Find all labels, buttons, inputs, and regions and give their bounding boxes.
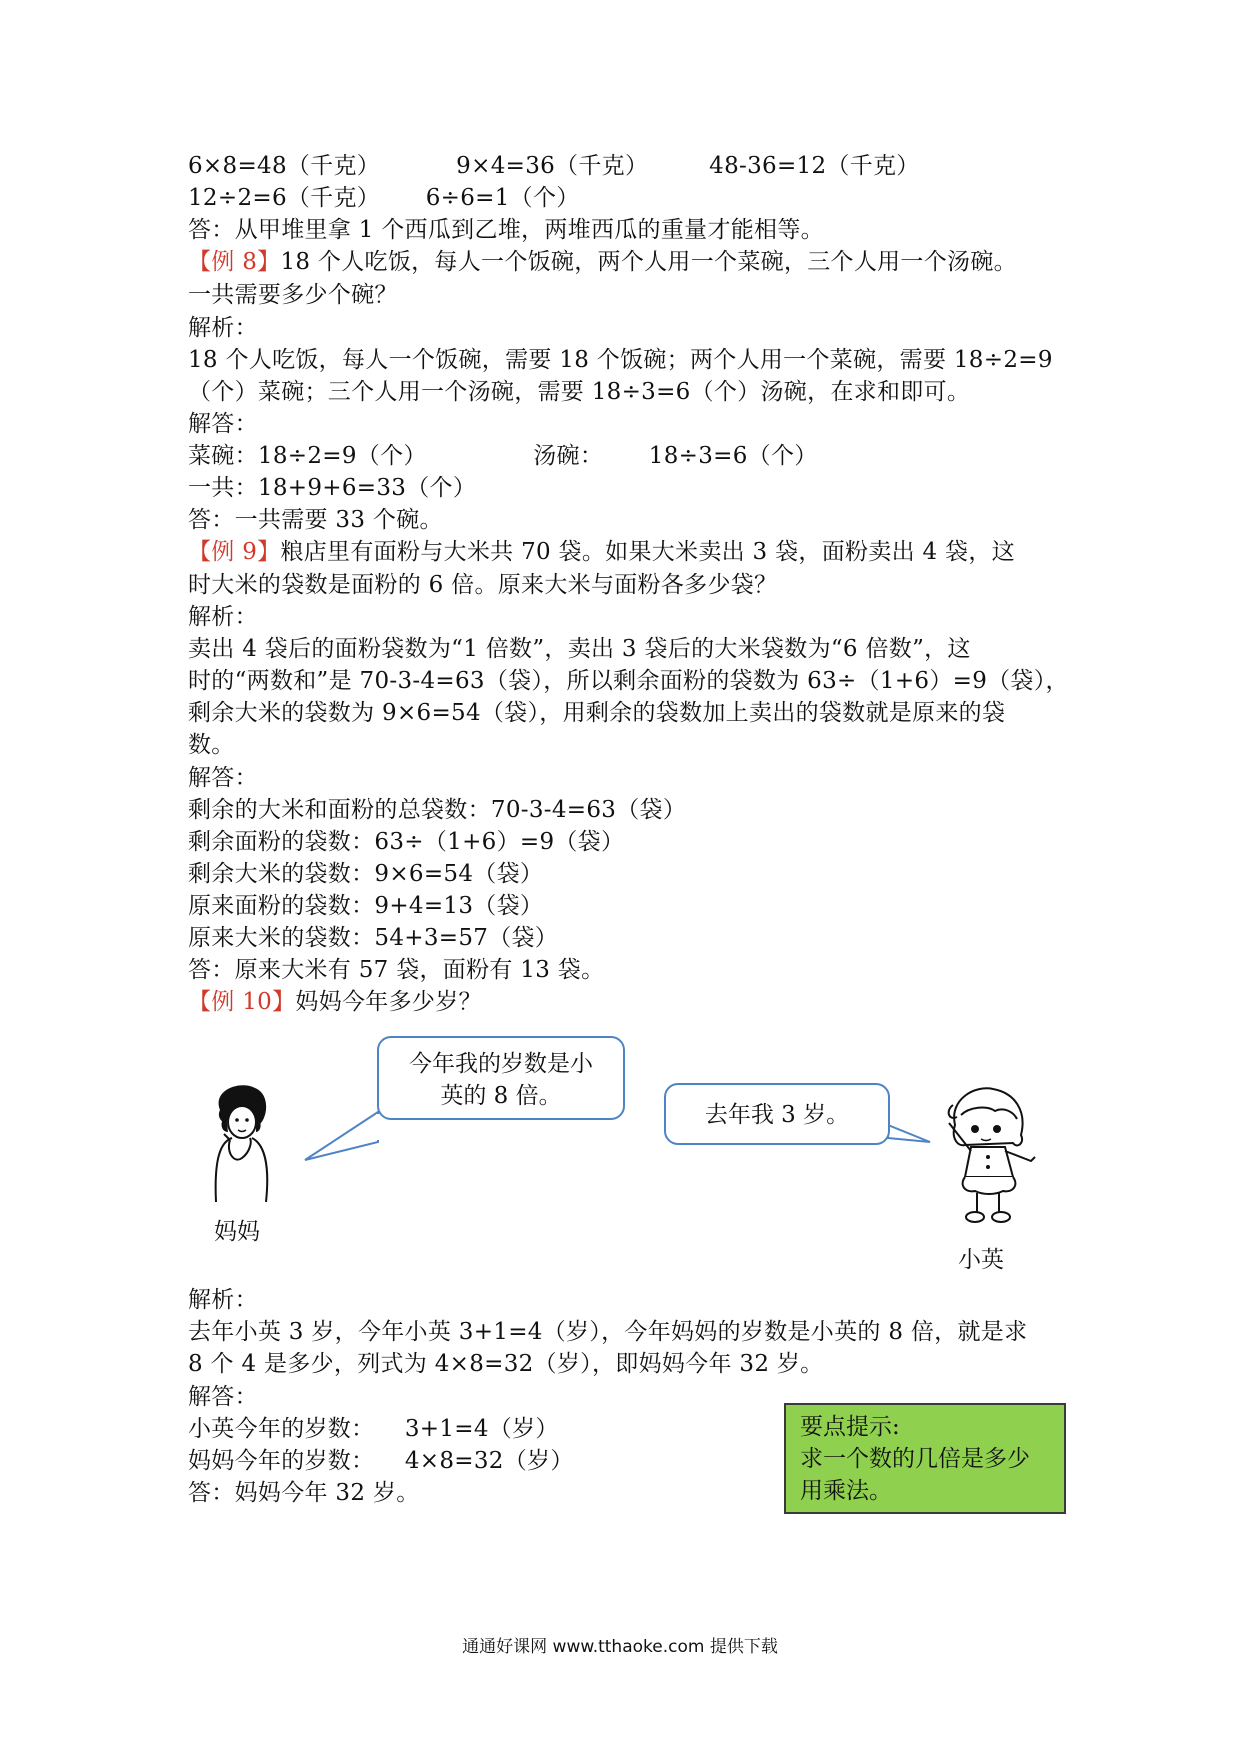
calc-line: 原来面粉的袋数：9+4=13（袋）	[188, 893, 544, 919]
example-10-heading	[188, 986, 482, 1018]
girl-figure-icon	[935, 1085, 1050, 1235]
calc-line: 原来大米的袋数：54+3=57（袋）	[188, 925, 559, 951]
key-point-line: 用乘法。	[800, 1478, 892, 1504]
calc-line: 一共：18+9+6=33（个）	[188, 475, 477, 501]
example-9-tag: 【例 9】	[188, 539, 281, 565]
mom-bubble-line: 英的 8 倍。	[440, 1083, 562, 1109]
example-9-text: 粮店里有面粉与大米共 70 袋。如果大米卖出 3 袋，面粉卖出 4 袋，这	[280, 539, 1015, 565]
example-9-heading	[188, 536, 1015, 568]
text-line: （个）菜碗；三个人用一个汤碗，需要 18÷3=6（个）汤碗，在求和即可。	[188, 379, 971, 405]
solution-label: 解答：	[188, 411, 258, 437]
example-10-tag: 【例 10】	[188, 989, 296, 1015]
girl-speech-bubble	[664, 1083, 890, 1145]
answer-line: 答：一共需要 33 个碗。	[188, 507, 443, 533]
text-line: 8 个 4 是多少，列式为 4×8=32（岁），即妈妈今年 32 岁。	[188, 1351, 824, 1377]
mom-bubble-line: 今年我的岁数是小	[409, 1051, 593, 1077]
example-8-tag: 【例 8】	[188, 249, 281, 275]
solution-label: 解答：	[188, 1384, 258, 1410]
analysis-label: 解析：	[188, 1287, 258, 1313]
key-point-box	[784, 1403, 1066, 1514]
calc-line: 小英今年的岁数： 3+1=4（岁）	[188, 1416, 559, 1442]
answer-line: 答：原来大米有 57 袋，面粉有 13 袋。	[188, 957, 605, 983]
text-line: 数。	[188, 732, 235, 758]
text-line: 剩余大米的袋数为 9×6=54（袋），用剩余的袋数加上卖出的袋数就是原来的袋	[188, 700, 1006, 726]
mom-label: 妈妈	[214, 1219, 260, 1245]
text-line: 去年小英 3 岁，今年小英 3+1=4（岁），今年妈妈的岁数是小英的 8 倍，就是求	[188, 1319, 1028, 1345]
calc-line: 12÷2=6（千克） 6÷6=1（个）	[188, 185, 580, 211]
analysis-label: 解析：	[188, 604, 258, 630]
calc-line: 菜碗：18÷2=9（个） 汤碗： 18÷3=6（个）	[188, 443, 818, 469]
mom-figure-icon	[200, 1080, 290, 1205]
answer-line: 答：从甲堆里拿 1 个西瓜到乙堆，两堆西瓜的重量才能相等。	[188, 217, 824, 243]
solution-label: 解答：	[188, 765, 258, 791]
text-line: 时的“两数和”是 70-3-4=63（袋），所以剩余面粉的袋数为 63÷（1+6）=9（袋），	[188, 668, 1069, 694]
example-10-text: 妈妈今年多少岁？	[295, 989, 482, 1015]
calc-line: 剩余大米的袋数：9×6=54（袋）	[188, 861, 544, 887]
key-point-title: 要点提示:	[800, 1414, 900, 1440]
answer-line: 答：妈妈今年 32 岁。	[188, 1480, 420, 1506]
analysis-label: 解析：	[188, 315, 258, 341]
key-point-line: 求一个数的几倍是多少	[800, 1446, 1030, 1472]
text-line: 18 个人吃饭，每人一个饭碗，需要 18 个饭碗；两个人用一个菜碗，需要 18÷2=9	[188, 347, 1053, 373]
mom-speech-bubble	[377, 1036, 625, 1120]
text-line: 时大米的袋数是面粉的 6 倍。原来大米与面粉各多少袋？	[188, 572, 778, 598]
footer-text: 通通好课网 www.tthaoke.com 提供下载	[462, 1637, 778, 1657]
text-line: 一共需要多少个碗？	[188, 282, 398, 308]
text-line: 卖出 4 袋后的面粉袋数为“1 倍数”，卖出 3 袋后的大米袋数为“6 倍数”，这	[188, 636, 971, 662]
calc-line: 剩余的大米和面粉的总袋数：70-3-4=63（袋）	[188, 797, 687, 823]
calc-line: 6×8=48（千克） 9×4=36（千克） 48-36=12（千克）	[188, 153, 920, 179]
example-8-heading	[188, 246, 1017, 278]
girl-label: 小英	[958, 1247, 1004, 1273]
calc-line: 剩余面粉的袋数：63÷（1+6）=9（袋）	[188, 829, 625, 855]
calc-line: 妈妈今年的岁数： 4×8=32（岁）	[188, 1448, 574, 1474]
girl-bubble-text: 去年我 3 岁。	[704, 1102, 850, 1128]
example-8-text: 18 个人吃饭，每人一个饭碗，两个人用一个菜碗，三个人用一个汤碗。	[280, 249, 1017, 275]
